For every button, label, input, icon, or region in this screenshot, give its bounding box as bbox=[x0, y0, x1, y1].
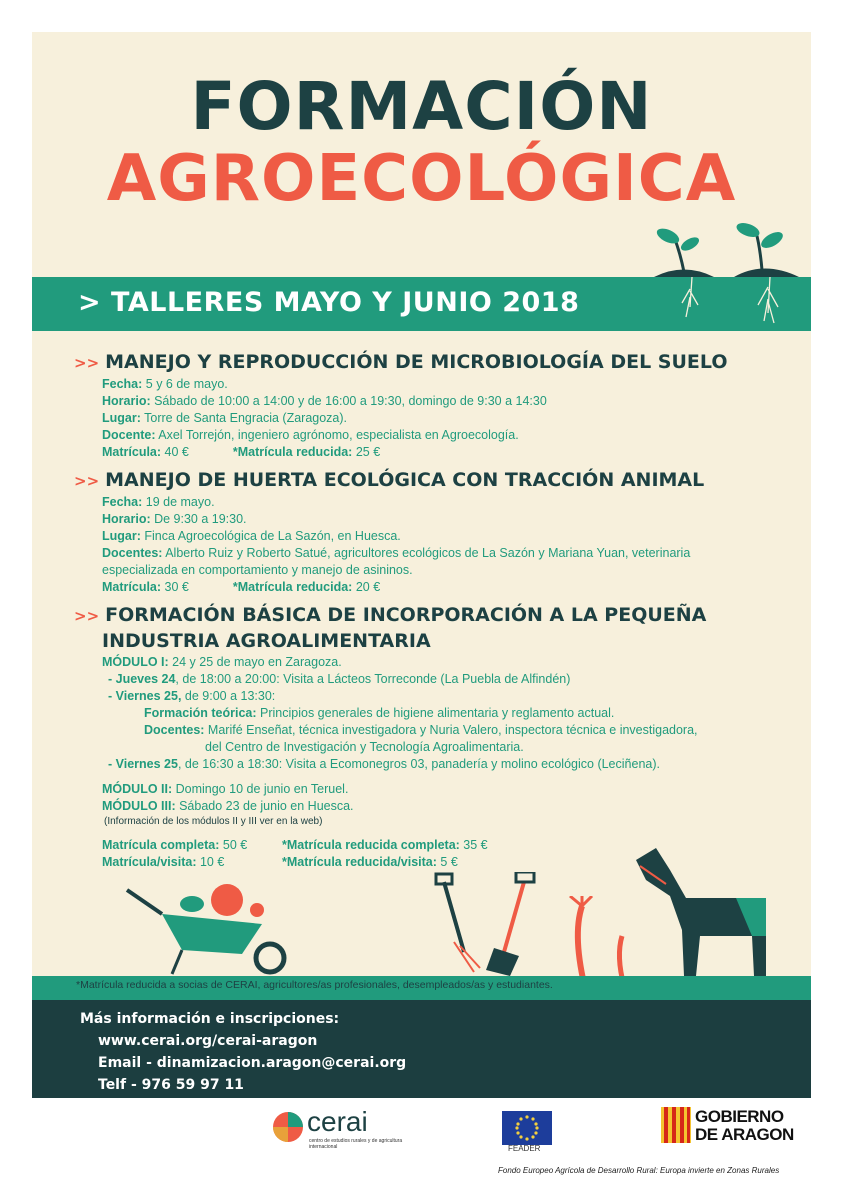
poster bbox=[32, 32, 811, 1098]
label: Fecha: bbox=[102, 377, 143, 391]
arrow-icon: >> bbox=[74, 607, 100, 625]
gobierno-line-2: DE ARAGON bbox=[695, 1125, 794, 1144]
value: Sábado 23 de junio en Huesca. bbox=[175, 799, 354, 813]
label: Matrícula: bbox=[102, 445, 162, 459]
label: Lugar: bbox=[102, 529, 141, 543]
value: 19 de mayo. bbox=[142, 495, 215, 509]
value: especializada en comportamiento y manejo de asininos. bbox=[102, 563, 413, 577]
feader-label: FEADER bbox=[508, 1144, 541, 1153]
value: , de 18:00 a 20:00: Visita a Lácteos Torreconde (La Puebla de Alfindén) bbox=[175, 672, 571, 686]
contact-info bbox=[80, 1008, 406, 1096]
arrow-icon: >> bbox=[74, 354, 100, 372]
value: 35 € bbox=[459, 838, 488, 852]
section3-title-text: FORMACIÓN BÁSICA DE INCORPORACIÓN A LA PEQUEÑA bbox=[105, 604, 707, 626]
section1-title bbox=[74, 350, 774, 376]
value: 40 € bbox=[161, 445, 189, 459]
workshop-band bbox=[32, 277, 811, 331]
section-microbiologia bbox=[74, 350, 774, 461]
section-huerta bbox=[74, 468, 774, 596]
donkey-illustration bbox=[626, 840, 786, 976]
value: del Centro de Investigación y Tecnología Agroalimentaria. bbox=[205, 740, 524, 754]
section2-title-text: MANEJO DE HUERTA ECOLÓGICA CON TRACCIÓN ANIMAL bbox=[105, 469, 705, 491]
cerai-wordmark: cerai bbox=[307, 1106, 368, 1137]
label: MÓDULO II: bbox=[102, 782, 173, 796]
value: 50 € bbox=[219, 838, 248, 852]
label: *Matrícula reducida/visita: bbox=[282, 855, 437, 869]
eu-flag-icon bbox=[502, 1111, 552, 1145]
cerai-logo bbox=[271, 1106, 406, 1150]
garden-tools-illustration bbox=[424, 872, 554, 976]
title-line-2: AGROECOLÓGICA bbox=[106, 142, 737, 216]
aragon-shield-icon bbox=[661, 1107, 691, 1143]
label: Docentes: bbox=[144, 723, 205, 737]
value: de 9:00 a 13:30: bbox=[181, 689, 276, 703]
cerai-leaf-icon bbox=[271, 1110, 305, 1144]
modules-note: (Información de los módulos II y III ver en la web) bbox=[104, 816, 323, 827]
value: Axel Torrejón, ingeniero agrónomo, especialista en Agroecología. bbox=[155, 428, 519, 442]
value: Alberto Ruiz y Roberto Satué, agricultores ecológicos de La Sazón y Mariana Yuan, veterinaria bbox=[162, 546, 691, 560]
value: 5 y 6 de mayo. bbox=[142, 377, 228, 391]
label: - Jueves 24 bbox=[108, 672, 176, 686]
value: Sábado de 10:00 a 14:00 y de 16:00 a 19:30, domingo de 9:30 a 14:30 bbox=[150, 394, 547, 408]
value: Finca Agroecológica de La Sazón, en Huesca. bbox=[140, 529, 401, 543]
value: De 9:30 a 19:30. bbox=[150, 512, 247, 526]
value: 25 € bbox=[352, 445, 381, 459]
value: 5 € bbox=[436, 855, 458, 869]
label: Horario: bbox=[102, 512, 151, 526]
section3-title bbox=[74, 603, 774, 629]
info-phone: Telf - 976 59 97 11 bbox=[98, 1077, 244, 1093]
label: Fecha: bbox=[102, 495, 143, 509]
value: Torre de Santa Engracia (Zaragoza). bbox=[140, 411, 348, 425]
gobierno-text bbox=[695, 1108, 794, 1144]
label: Lugar: bbox=[102, 411, 141, 425]
value: Principios generales de higiene alimentaria y reglamento actual. bbox=[256, 706, 615, 720]
label: *Matrícula reducida completa: bbox=[282, 838, 460, 852]
value: , de 16:30 a 18:30: Visita a Ecomonegros 03, panadería y molino ecológico (Leciñena). bbox=[177, 757, 660, 771]
info-heading: Más información e inscripciones: bbox=[80, 1011, 340, 1027]
label: Matrícula/visita: bbox=[102, 855, 197, 869]
label: MÓDULO III: bbox=[102, 799, 176, 813]
section3-title-2: INDUSTRIA AGROALIMENTARIA bbox=[102, 630, 431, 652]
title-line-1: FORMACIÓN bbox=[190, 68, 653, 145]
info-email[interactable]: Email - dinamizacion.aragon@cerai.org bbox=[98, 1055, 407, 1071]
value: Domingo 10 de junio en Teruel. bbox=[172, 782, 349, 796]
label: Docente: bbox=[102, 428, 156, 442]
label: Horario: bbox=[102, 394, 151, 408]
label: MÓDULO I: bbox=[102, 655, 169, 669]
footnote: *Matrícula reducida a socias de CERAI, agricultores/as profesionales, desempleados/as y estudiantes. bbox=[76, 979, 553, 991]
wheelbarrow-illustration bbox=[122, 880, 302, 976]
cerai-subtitle: centro de estudios rurales y de agricultura internacional bbox=[309, 1138, 403, 1150]
band-title: > TALLERES MAYO Y JUNIO 2018 bbox=[78, 287, 580, 318]
section-industria bbox=[74, 603, 774, 871]
gobierno-line-1: GOBIERNO bbox=[695, 1107, 784, 1126]
value: Marifé Enseñat, técnica investigadora y Nuria Valero, inspectora técnica e investigadora, bbox=[204, 723, 698, 737]
label: Matrícula completa: bbox=[102, 838, 220, 852]
label: Docentes: bbox=[102, 546, 163, 560]
label: Matrícula: bbox=[102, 580, 162, 594]
value: 24 y 25 de mayo en Zaragoza. bbox=[168, 655, 342, 669]
label: Formación teórica: bbox=[144, 706, 257, 720]
arrow-icon: >> bbox=[74, 472, 100, 490]
label: *Matrícula reducida: bbox=[232, 580, 353, 594]
value: 30 € bbox=[161, 580, 189, 594]
label: - Viernes 25 bbox=[108, 757, 178, 771]
info-web[interactable]: www.cerai.org/cerai-aragon bbox=[98, 1033, 318, 1049]
section2-title bbox=[74, 468, 774, 494]
label: *Matrícula reducida: bbox=[232, 445, 353, 459]
roots-illustration bbox=[652, 277, 802, 331]
value: 20 € bbox=[352, 580, 381, 594]
fondo-europeo-caption: Fondo Europeo Agrícola de Desarrollo Rural: Europa invierte en Zonas Rurales bbox=[498, 1166, 780, 1175]
label: - Viernes 25, bbox=[108, 689, 182, 703]
section1-title-text: MANEJO Y REPRODUCCIÓN DE MICROBIOLOGÍA DEL SUELO bbox=[105, 351, 728, 373]
value: 10 € bbox=[196, 855, 225, 869]
gobierno-aragon-logo bbox=[661, 1107, 811, 1147]
